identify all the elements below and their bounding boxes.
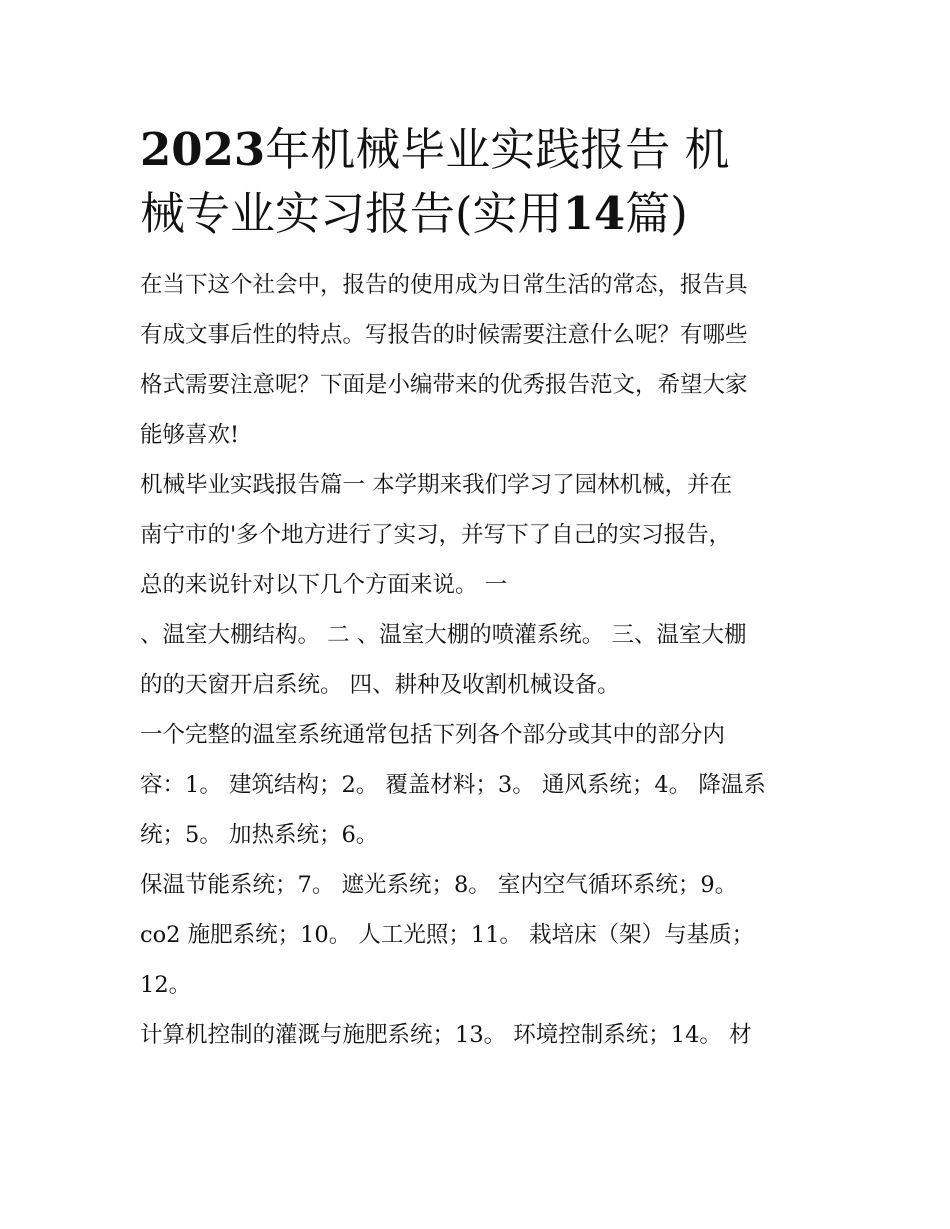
page-title	[140, 118, 820, 246]
title-year: 2023	[140, 123, 266, 176]
paragraph-line: 机械毕业实践报告篇一 本学期来我们学习了园林机械，并在	[140, 472, 733, 498]
paragraph-line: 、温室大棚结构。 二 、温室大棚的喷灌系统。 三、温室大棚	[140, 622, 747, 648]
paragraph-systems-list	[140, 860, 820, 1010]
paragraph-line: 保温节能系统；7。 遮光系统；8。 室内空气循环系统；9。	[140, 872, 738, 898]
paragraph-line: 的的天窗开启系统。 四、耕种及收割机械设备。	[140, 672, 620, 698]
title-count: 14	[562, 187, 626, 240]
paragraph-line: 总的来说针对以下几个方面来说。 一	[140, 572, 508, 598]
paragraph-intro	[140, 260, 820, 460]
paragraph-topics	[140, 610, 820, 710]
paragraph-line: co2 施肥系统；10。 人工光照；11。 栽培床（架）与基质；	[140, 922, 755, 948]
title-line-1	[140, 118, 820, 182]
paragraph-line: 有成文事后性的特点。写报告的时候需要注意什么呢？有哪些	[140, 322, 748, 348]
paragraph-line: 计算机控制的灌溉与施肥系统；13。 环境控制系统；14。 材	[140, 1022, 752, 1048]
paragraph-line: 容：1。 建筑结构；2。 覆盖材料；3。 通风系统；4。 降温系	[140, 772, 766, 798]
title-text-2b: 篇)	[625, 187, 688, 240]
paragraph-line: 一个完整的温室系统通常包括下列各个部分或其中的部分内	[140, 722, 726, 748]
document-body	[140, 118, 820, 1060]
paragraph-line: 格式需要注意呢？下面是小编带来的优秀报告范文，希望大家	[140, 372, 748, 398]
title-line-2	[140, 182, 820, 246]
paragraph-line: 12。	[140, 972, 192, 998]
paragraph-control	[140, 1010, 820, 1060]
paragraph-greenhouse-system	[140, 710, 820, 860]
paragraph-line: 南宁市的'多个地方进行了实习，并写下了自己的实习报告，	[140, 522, 732, 548]
paragraph-line: 统；5。 加热系统；6。	[140, 822, 379, 848]
paragraph-line: 能够喜欢!	[140, 422, 240, 448]
title-text-2a: 械专业实习报告(实用	[140, 187, 563, 240]
paragraph-line: 在当下这个社会中，报告的使用成为日常生活的常态，报告具	[140, 272, 748, 298]
title-text-1: 年机械毕业实践报告 机	[265, 123, 730, 176]
paragraph-article-one	[140, 460, 820, 610]
